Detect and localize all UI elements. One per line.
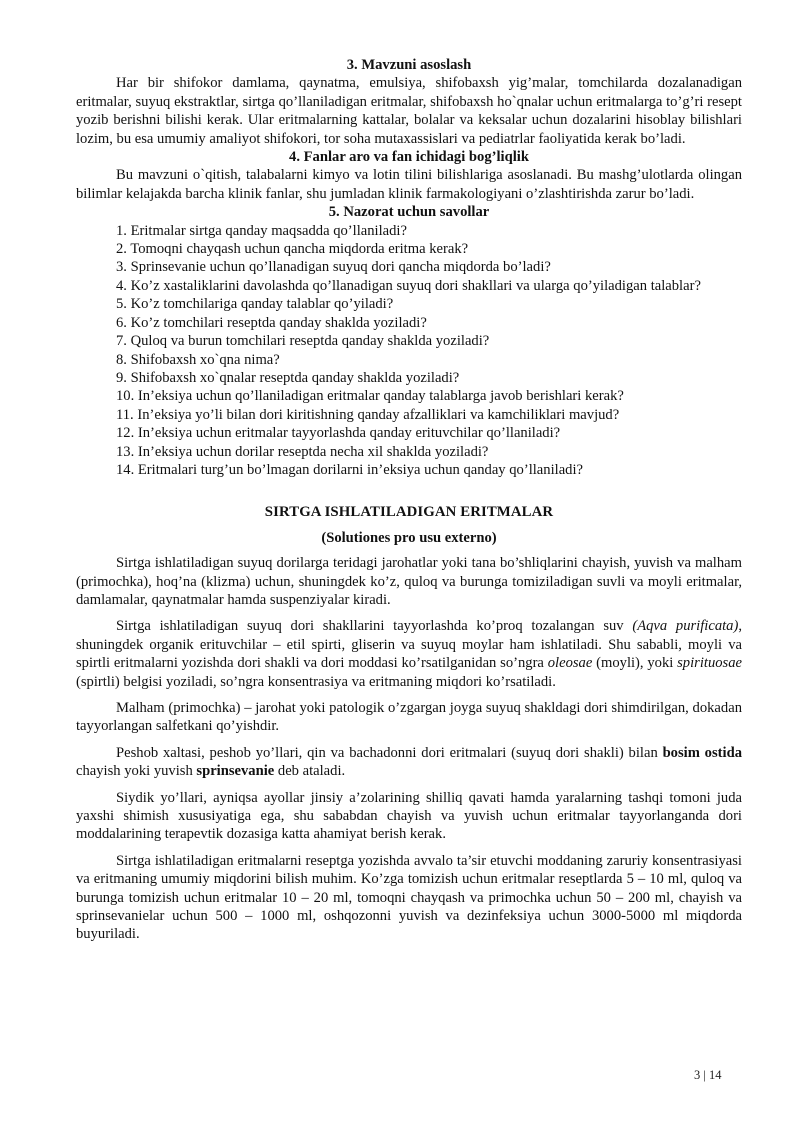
paragraph-2-part: (spirtli) belgisi yoziladi, so’ngra konsentrasiya va eritmaning miqdori ko’rsatiladi. (76, 673, 556, 690)
latin-term-oleosae: oleosae (547, 655, 593, 672)
bold-term-bosim-ostida: bosim ostida (662, 744, 742, 761)
section-3-text: Har bir shifokor damlama, qaynatma, emulsiya, shifobaxsh yig’malar, tomchilarda dozalanadigan eritmalar, suyuq ekstraktlar, sirtga qo’llaniladigan eritmalar, shifobaxsh ho`qnalar uchun eritmalarga to’g’ri resept yozib berishni bilishi kerak. Ular eritmalarning kattalar, bolalar va keksalar uchun dozalarini hisoblay bilishlari lozim, bu esa umumiy amaliyot shifokori, tor soha mutaxassislari va pediatrlar faoliyatida kerak bo’ladi. (76, 75, 742, 147)
latin-term-aqva-purificata: (Aqva purificata) (632, 618, 739, 635)
paragraph-2-part: , shuningdek organik erituvchilar – etil spirti, gliserin va suyuq moylar ham ishlatiladi. Shu sababli, moyli va spirtli eritmalarni yozishda dori shakli va dori moddasi ko’rsatilganidan so’ngra (76, 618, 742, 672)
section-5-heading: 5. Nazorat uchun savollar (328, 204, 490, 221)
latin-term-spirituosae: spirituosae (677, 655, 742, 672)
main-title: SIRTGA ISHLATILADIGAN ERITMALAR (264, 504, 554, 521)
paragraph-5: Siydik yo’llari, ayniqsa ayollar jinsiy a’zolarining shilliq qavati hamda yaralarning tashqi tomoni juda yaxshi shimish xususiyatiga ega, shu sababdan chayish va yuvish uchun eritmalar tayyorlanganda dori moddalarining terapevtik dozasiga katta ahamiyat berish kerak. (76, 789, 742, 843)
section-4-heading: 4. Fanlar aro va fan ichidagi bog’liqlik (289, 149, 529, 166)
question-item: 1. Eritmalar sirtga qanday maqsadda qo’llaniladi? (116, 222, 407, 239)
question-item: 5. Ko’z tomchilariga qanday talablar qo’yiladi? (116, 296, 394, 313)
question-item: 7. Quloq va burun tomchilari reseptda qanday shaklda yoziladi? (116, 333, 490, 350)
question-item: 6. Ko’z tomchilari reseptda qanday shaklda yoziladi? (116, 314, 427, 331)
section-3-heading: 3. Mavzuni asoslash (346, 57, 472, 73)
paragraph-2-part: Sirtga ishlatiladigan suyuq dori shakllarini tayyorlashda ko’proq tozalangan suv (116, 618, 633, 635)
bold-term-sprinsevanie: sprinsevanie (196, 763, 275, 780)
paragraph-4-part: deb ataladi. (274, 763, 346, 780)
page-number: 3 | 14 (694, 1068, 722, 1082)
main-subtitle: (Solutiones pro usu externo) (321, 529, 497, 546)
paragraph-1: Sirtga ishlatiladigan suyuq dorilarga teridagi jarohatlar yoki tana bo’shliqlarini chayish, yuvish va malham (primochka), hoq’na (klizma) uchun, shuningdek ko’z, quloq va burunga tomiziladigan suvli va moyli eritmalar, damlamalar, qaynatmalar hamda suspenziyalar kiradi. (76, 555, 742, 608)
document-page (76, 56, 742, 944)
paragraph-4-part: Peshob xaltasi, peshob yo’llari, qin va bachadonni dori eritmalari (suyuq dori shakli) bilan (116, 744, 663, 761)
question-item: 3. Sprinsevanie uchun qo’llanadigan suyuq dori qancha miqdorda bo’ladi? (116, 259, 551, 276)
paragraph-2 (76, 617, 742, 691)
question-item: 9. Shifobaxsh xo`qnalar reseptda qanday shaklda yoziladi? (116, 369, 460, 386)
question-item: 13. In’eksiya uchun dorilar reseptda necha xil shaklda yoziladi? (116, 443, 489, 460)
question-item: 4. Ko’z xastaliklarini davolashda qo’llanadigan suyuq dori shakllari va ularga qo’yiladigan talablar? (116, 277, 701, 294)
paragraph-4 (76, 744, 742, 781)
question-item: 8. Shifobaxsh xo`qna nima? (116, 351, 280, 368)
question-item: 11. In’eksiya yo’li bilan dori kiritishning qanday afzalliklari va kamchiliklari mavjud? (116, 406, 620, 423)
section-4-text: Bu mavzuni o`qitish, talabalarni kimyo va lotin tilini bilishlariga asoslanadi. Bu mashg’ulotlarda olingan bilimlar kelajakda barcha klinik fanlar, shu jumladan klinik farmakologiyani o’zlashtirishda zarur bo’ladi. (76, 167, 742, 202)
paragraph-3: Malham (primochka) – jarohat yoki patologik o’zgargan joyga suyuq shakldagi dori shimdirilgan, dokadan tayyorlangan salfetkani qo’yishdir. (76, 700, 742, 735)
paragraph-2-part: (moyli), yoki (592, 655, 678, 672)
paragraph-6: Sirtga ishlatiladigan eritmalarni reseptga yozishda avvalo ta’sir etuvchi moddaning zaruriy konsentrasiyasi va eritmaning umumiy miqdorini bilish muhim. Ko’zga tomizish uchun eritmalar reseptlarda 5 – 10 ml, quloq va burunga tomizish uchun eritmalar 10 – 20 ml, tomoqni chayqash va primochka uchun 50 – 200 ml, chayish va sprinsevanielar uchun 500 – 1000 ml, oshqozonni yuvish va dezinfeksiya uchun 3000-5000 ml miqdorda buyuriladi. (76, 852, 742, 943)
questions-list (76, 222, 742, 480)
paragraph-4-part: chayish yoki yuvish (76, 763, 197, 780)
question-item: 14. Eritmalari turg’un bo’lmagan dorilarni in’eksiya uchun qanday qo’llaniladi? (116, 461, 583, 478)
question-item: 10. In’eksiya uchun qo’llaniladigan eritmalar qanday talablarga javob berishlari kerak? (116, 388, 624, 405)
question-item: 12. In’eksiya uchun eritmalar tayyorlashda qanday erituvchilar qo’llaniladi? (116, 425, 561, 442)
question-item: 2. Tomoqni chayqash uchun qancha miqdorda eritma kerak? (116, 241, 469, 258)
